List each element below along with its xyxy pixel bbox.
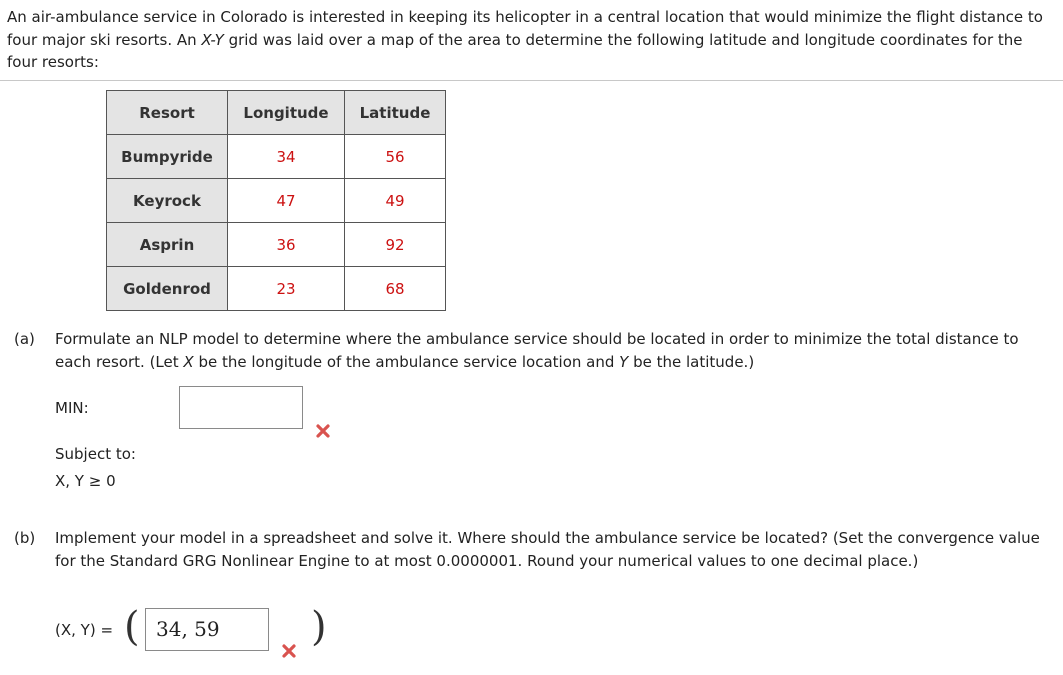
table-header-row <box>107 91 446 135</box>
resort-coordinates-table <box>106 90 446 311</box>
header-longitude: Longitude <box>228 91 345 135</box>
incorrect-x-icon <box>315 423 331 439</box>
longitude-value: 23 <box>228 267 345 311</box>
part-a-var-x: X <box>183 352 194 371</box>
intro-text-2: grid was laid over a map of the area to determine the following latitude and longitude coordinates for the four resorts: <box>7 30 1023 71</box>
part-b-question: Implement your model in a spreadsheet and solve it. Where should the ambulance service be located? (Set the convergence value for the Standard GRG Nonlinear Engine to at most 0.0000001. Round your numerical values to one decimal place.) <box>55 529 1040 570</box>
part-b-label: (b) <box>14 529 36 547</box>
longitude-value: 47 <box>228 179 345 223</box>
table-row <box>107 179 446 223</box>
xy-answer-input[interactable]: 34, 59 <box>145 608 269 651</box>
table-row <box>107 267 446 311</box>
min-objective-input[interactable] <box>179 386 303 429</box>
part-a-text-1: Formulate an NLP model to determine where the ambulance service should be located in order to minimize the total distance to each resort. (Let <box>55 330 1019 371</box>
part-a-label: (a) <box>14 330 35 348</box>
latitude-value: 92 <box>345 223 446 267</box>
latitude-value: 56 <box>345 135 446 179</box>
part-a-question <box>55 328 1044 373</box>
table-row <box>107 223 446 267</box>
part-a-var-y: Y <box>619 352 629 371</box>
subject-to-label: Subject to: <box>55 445 136 463</box>
resort-name: Bumpyride <box>107 135 228 179</box>
table-row <box>107 135 446 179</box>
part-a <box>14 328 1044 373</box>
divider <box>0 80 1063 81</box>
xy-label: (X, Y) = <box>55 621 114 639</box>
nonnegativity-constraint: X, Y ≥ 0 <box>55 472 116 490</box>
intro-text-xy: X-Y <box>201 30 224 49</box>
latitude-value: 68 <box>345 267 446 311</box>
intro-text-1: An air-ambulance service in Colorado is interested in keeping its helicopter in a central location that would minimize the flight distance to four major ski resorts. An <box>7 8 1043 49</box>
header-latitude: Latitude <box>345 91 446 135</box>
resort-name: Goldenrod <box>107 267 228 311</box>
longitude-value: 36 <box>228 223 345 267</box>
latitude-value: 49 <box>345 179 446 223</box>
part-a-text-3: be the latitude.) <box>628 352 755 371</box>
right-paren: ) <box>311 604 327 650</box>
longitude-value: 34 <box>228 135 345 179</box>
part-a-text-2: be the longitude of the ambulance service location and <box>193 352 620 371</box>
header-resort: Resort <box>107 91 228 135</box>
resort-name: Keyrock <box>107 179 228 223</box>
left-paren: ( <box>124 604 140 650</box>
incorrect-x-icon <box>281 643 297 659</box>
part-b <box>14 527 1044 572</box>
min-label: MIN: <box>55 399 89 417</box>
problem-intro <box>7 6 1057 74</box>
resort-name: Asprin <box>107 223 228 267</box>
